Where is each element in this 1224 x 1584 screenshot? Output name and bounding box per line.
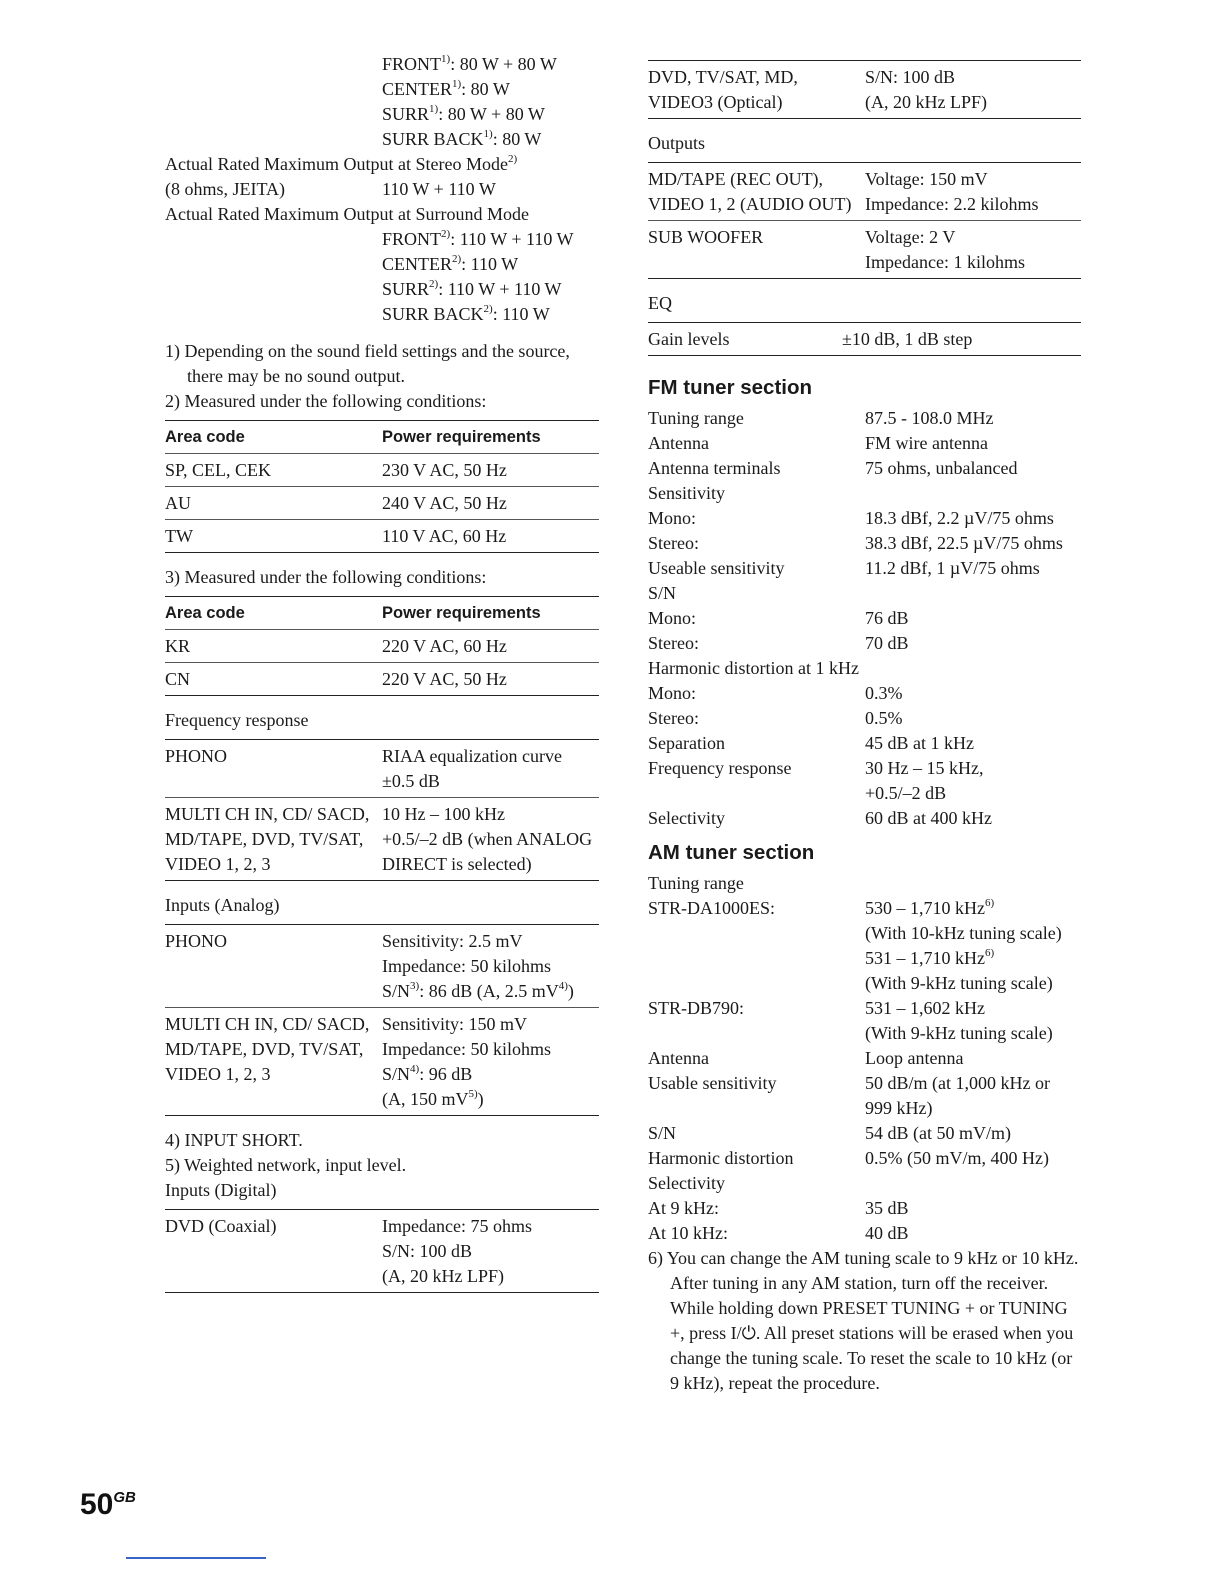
- table-header: Area code Power requirements: [165, 428, 541, 446]
- table-row: PHONO RIAA equalization curve ±0.5 dB: [165, 746, 562, 791]
- spec-row: Mono: 18.3 dBf, 2.2 µV/75 ohms: [648, 508, 1054, 528]
- frequency-response-title: Frequency response: [165, 710, 309, 730]
- spec-row: Useable sensitivity 11.2 dBf, 1 µV/75 ohms: [648, 558, 1040, 578]
- fm-tuner-heading: FM tuner section: [648, 376, 813, 399]
- fm-harmonic-title: Harmonic distortion at 1 kHz: [648, 658, 859, 678]
- power-table-3: [165, 596, 599, 696]
- page-number: $50^{GB}$: [80, 1488, 136, 1521]
- fm-tuner-specs-2: [648, 681, 1081, 831]
- footnote-5: 5) Weighted network, input level.: [165, 1155, 407, 1175]
- table-row: MD/TAPE (REC OUT), VIDEO 1, 2 (AUDIO OUT) Voltage: 150 mV Impedance: 2.2 kilohms: [648, 169, 1039, 214]
- spec-row: Stereo: 0.5%: [648, 708, 903, 728]
- table-row: KR 220 V AC, 60 Hz: [165, 636, 507, 656]
- fm-tuner-specs: [648, 406, 1081, 656]
- table-row: AU 240 V AC, 50 Hz: [165, 493, 507, 513]
- footnote-6: 6) You can change the AM tuning scale to 9 kHz or 10 kHz. After tuning in any AM station, turn off the receiver. While holding down PRESET TUNING + or TUNING +, press I/⏻. All preset stations will be erased when you change the tuning scale. To reset the scale to 10 kHz (or 9 kHz), repeat the procedure.: [648, 1248, 1079, 1393]
- am-model-row: STR-DA1000ES: 530 – 1,710 kHz$^{6)}$ (With 10-kHz tuning scale) 531 – 1,710 kHz$^{6)}$ (With 9-kHz tuning scale): [648, 897, 1062, 993]
- footnote-2: 2) Measured under the following conditions:: [165, 391, 487, 411]
- outputs-table: [648, 162, 1081, 279]
- table-row: TW 110 V AC, 60 Hz: [165, 526, 507, 546]
- table-row: DVD, TV/SAT, MD, VIDEO3 (Optical) S/N: 100 dB (A, 20 kHz LPF): [648, 67, 987, 112]
- spec-row: Usable sensitivity 50 dB/m (at 1,000 kHz or: [648, 1073, 1050, 1093]
- table-row: MULTI CH IN, CD/ SACD, MD/TAPE, DVD, TV/SAT, VIDEO 1, 2, 3 10 Hz – 100 kHz +0.5/–2 dB (when ANALOG DIRECT is selected): [165, 804, 593, 874]
- output-list-top: [165, 52, 599, 152]
- table-row: SUB WOOFER Voltage: 2 V Impedance: 1 kilohms: [648, 227, 1025, 272]
- spec-row: +0.5/–2 dB: [865, 783, 947, 803]
- spec-row: Harmonic distortion 0.5% (50 mV/m, 400 Hz): [648, 1148, 1049, 1168]
- spec-row: Tuning range 87.5 - 108.0 MHz: [648, 408, 994, 428]
- optical-input-table: [648, 60, 1081, 119]
- output-row: CENTER$^{2)}$: 110 W: [382, 253, 519, 274]
- table-row: Gain levels ±10 dB, 1 dB step: [648, 329, 973, 349]
- spec-row: At 9 kHz: 35 dB: [648, 1198, 909, 1218]
- spec-row: Selectivity: [648, 1173, 725, 1193]
- spec-row: S/N: [648, 583, 677, 603]
- spec-row: Selectivity 60 dB at 400 kHz: [648, 808, 992, 828]
- footnote-4: 4) INPUT SHORT.: [165, 1130, 303, 1150]
- stereo-mode-title: Actual Rated Maximum Output at Stereo Mode$^{2)}$: [165, 153, 518, 174]
- footnote-1: 1) Depending on the sound field settings and the source, there may be no sound output.: [165, 341, 570, 386]
- power-table-2: [165, 420, 599, 553]
- left-column: [165, 52, 599, 1293]
- spec-row: Antenna terminals 75 ohms, unbalanced: [648, 458, 1018, 478]
- spec-row: Antenna FM wire antenna: [648, 433, 988, 453]
- footnote-3: 3) Measured under the following conditions:: [165, 567, 487, 587]
- am-tuning-title: Tuning range: [648, 873, 744, 893]
- frequency-response-table: [165, 739, 599, 881]
- table-row: CN 220 V AC, 50 Hz: [165, 669, 507, 689]
- stereo-mode-row: (8 ohms, JEITA) 110 W + 110 W: [165, 179, 496, 199]
- spec-row: Stereo: 70 dB: [648, 633, 909, 653]
- am-model-row: STR-DB790: 531 – 1,602 kHz (With 9-kHz tuning scale): [648, 998, 1053, 1043]
- spec-row: Sensitivity: [648, 483, 726, 503]
- output-row: FRONT$^{2)}$: 110 W + 110 W: [382, 228, 574, 249]
- inputs-analog-table: [165, 924, 599, 1116]
- spec-row: S/N 54 dB (at 50 mV/m): [648, 1123, 1011, 1143]
- spec-row: Frequency response 30 Hz – 15 kHz,: [648, 758, 984, 778]
- output-row: SURR$^{2)}$: 110 W + 110 W: [382, 278, 562, 299]
- table-row: MULTI CH IN, CD/ SACD, MD/TAPE, DVD, TV/SAT, VIDEO 1, 2, 3 Sensitivity: 150 mV Impedance: 50 kilohms $S/N^{4)}$: 96 dB (A, 150 $mV^{5)}$): [165, 1014, 551, 1109]
- output-row: SURR BACK$^{2)}$: 110 W: [382, 303, 550, 324]
- spec-row: Mono: 0.3%: [648, 683, 903, 703]
- footer-rule: [126, 1557, 266, 1559]
- output-list-surround: [165, 227, 599, 327]
- table-row: DVD (Coaxial) Impedance: 75 ohms S/N: 100 dB (A, 20 kHz LPF): [165, 1216, 532, 1286]
- inputs-digital-title: Inputs (Digital): [165, 1180, 277, 1200]
- am-tuner-heading: AM tuner section: [648, 841, 815, 864]
- eq-title: EQ: [648, 293, 672, 313]
- spec-row: 999 kHz): [865, 1098, 933, 1118]
- inputs-digital-table: [165, 1209, 599, 1293]
- inputs-analog-title: Inputs (Analog): [165, 895, 280, 915]
- spec-row: Mono: 76 dB: [648, 608, 909, 628]
- surround-mode-title: Actual Rated Maximum Output at Surround Mode: [165, 204, 529, 224]
- table-header: Area code Power requirements: [165, 604, 541, 622]
- output-row: CENTER$^{1)}$: 80 W: [382, 78, 510, 99]
- spec-row: Separation 45 dB at 1 kHz: [648, 733, 974, 753]
- eq-table: [648, 322, 1081, 356]
- spec-row: Stereo: 38.3 dBf, 22.5 µV/75 ohms: [648, 533, 1063, 553]
- spec-row: At 10 kHz: 40 dB: [648, 1223, 909, 1243]
- table-row: SP, CEL, CEK 230 V AC, 50 Hz: [165, 460, 507, 480]
- output-row: FRONT$^{1)}$: 80 W + 80 W: [382, 53, 557, 74]
- am-tuner-specs: [648, 1046, 1081, 1246]
- spec-row: Antenna Loop antenna: [648, 1048, 964, 1068]
- output-row: SURR$^{1)}$: 80 W + 80 W: [382, 103, 545, 124]
- right-column: [648, 52, 1081, 1396]
- outputs-title: Outputs: [648, 133, 706, 153]
- table-row: PHONO Sensitivity: 2.5 mV Impedance: 50 kilohms $S/N^{3)}$: 86 dB (A, 2.5 $mV^{4)}$): [165, 931, 574, 1001]
- output-row: SURR BACK$^{1)}$: 80 W: [382, 128, 542, 149]
